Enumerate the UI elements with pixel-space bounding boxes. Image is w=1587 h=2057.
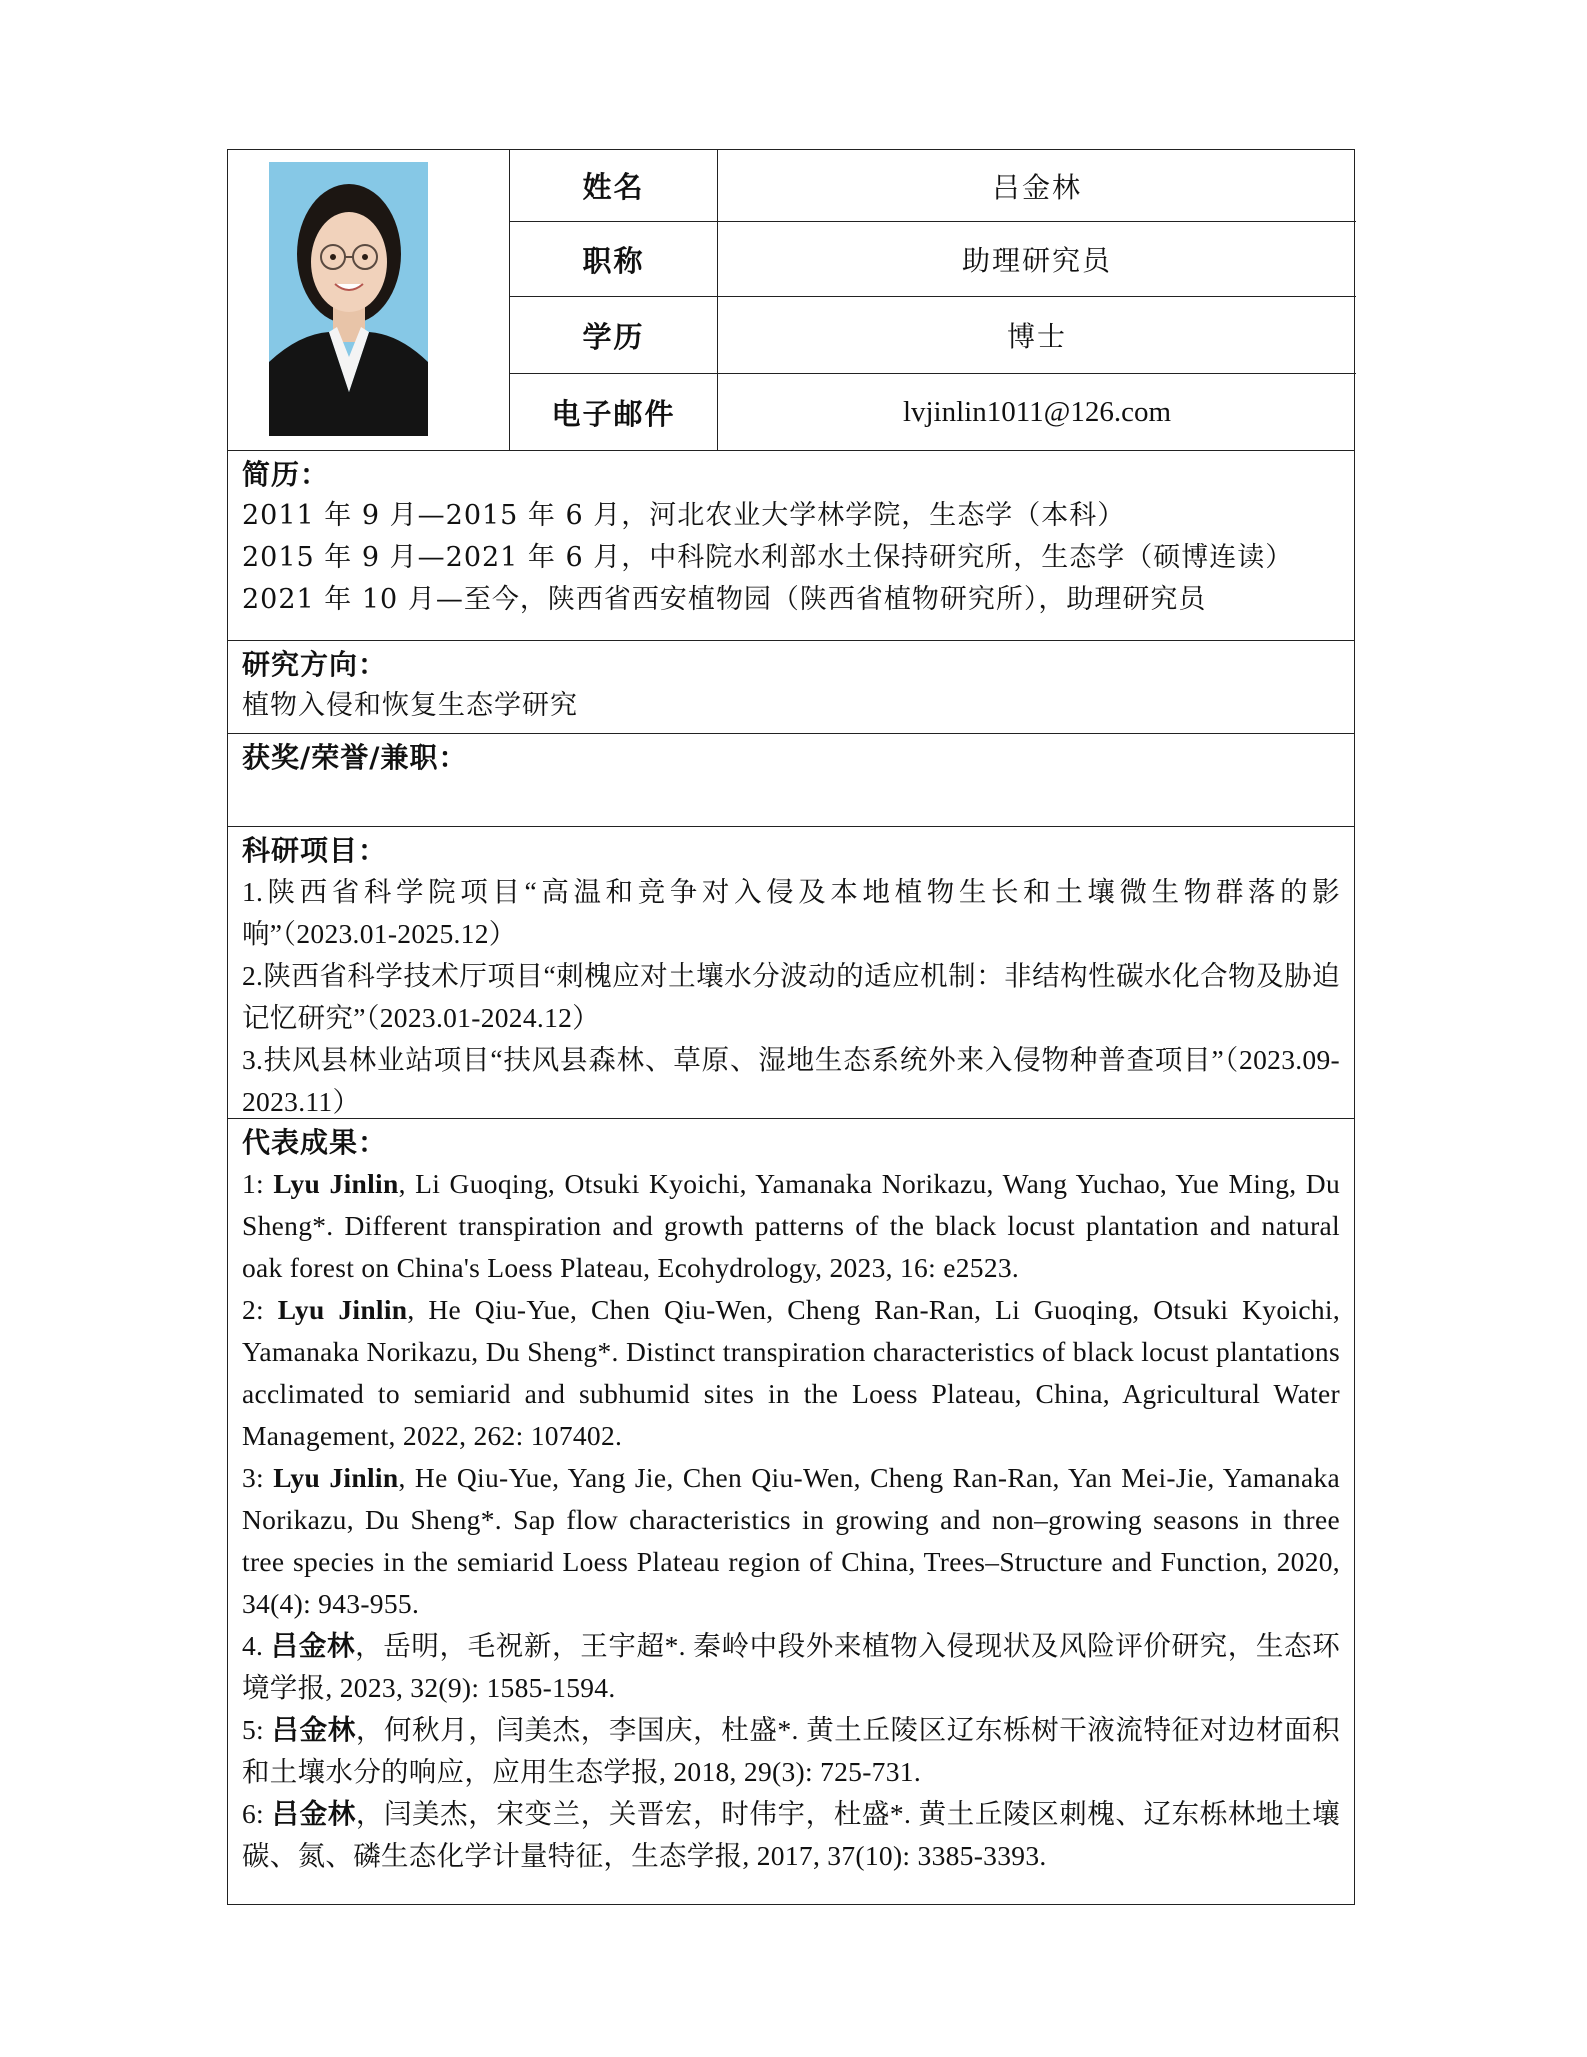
portrait-image (269, 162, 428, 436)
publication-number: 6: (242, 1798, 272, 1829)
publication-author: 吕金林 (271, 1798, 356, 1829)
publication-details: , Li Guoqing, Otsuki Kyoichi, Yamanaka Norikazu, Wang Yuchao, Yue Ming, Du Sheng*. Different transpiration and growth patterns of the black locust plantation and natural oak forest on China's Loess Plateau, Ecohydrology, 2023, 16: e2523. (242, 1168, 1340, 1283)
publication-details: ，岳明，毛祝新，王宇超*. 秦岭中段外来植物入侵现状及风险评价研究，生态环境学报, 2023, 32(9): 1585-1594. (242, 1630, 1340, 1703)
publication-number: 5: (242, 1714, 272, 1745)
title-row (510, 222, 1356, 297)
publication-author: Lyu Jinlin (273, 1168, 399, 1199)
publication-number: 1: (242, 1168, 274, 1199)
project-item: 2.陕西省科学技术厅项目“刺槐应对土壤水分波动的适应机制：非结构性碳水化合物及胁迫记忆研究”（2023.01-2024.12） (242, 960, 1340, 1033)
publication-item (242, 1457, 1340, 1625)
publication-author: Lyu Jinlin (277, 1294, 408, 1325)
profile-photo (269, 162, 428, 436)
email-value: lvjinlin1011@126.com (902, 395, 1172, 428)
research-section (228, 641, 1354, 734)
project-item: 3.扶风县林业站项目“扶风县森林、草原、湿地生态系统外来入侵物种普查项目”（2023.09-2023.11） (242, 1044, 1340, 1117)
publication-author: 吕金林 (271, 1714, 356, 1745)
publication-item (242, 1625, 1340, 1709)
research-title: 研究方向： (242, 648, 388, 681)
publication-item (242, 1163, 1340, 1289)
degree-value: 博士 (1006, 320, 1067, 353)
email-label: 电子邮件 (510, 374, 718, 450)
project-item: 1.陕西省科学院项目“高温和竞争对入侵及本地植物生长和土壤微生物群落的影响”（2023.01-2025.12） (242, 876, 1340, 949)
publication-details: , He Qiu-Yue, Yang Jie, Chen Qiu-Wen, Cheng Ran-Ran, Yan Mei-Jie, Yamanaka Norikazu, Du Sheng*. Sap flow characteristics in growing and non–growing seasons in three tree species in the semiarid Loess Plateau region of China, Trees–Structure and Function, 2020, 34(4): 943-955. (242, 1462, 1341, 1619)
title-label: 职称 (510, 222, 718, 296)
research-text: 植物入侵和恢复生态学研究 (242, 690, 578, 721)
publication-details: ，闫美杰，宋变兰，关晋宏，时伟宇，杜盛*. 黄土丘陵区刺槐、辽东栎林地土壤碳、氮、磷生态化学计量特征，生态学报, 2017, 37(10): 3385-3393. (242, 1798, 1340, 1871)
resume-item: 2015 年 9 月—2021 年 6 月，中科院水利部水土保持研究所，生态学（硕博连读） (242, 542, 1294, 573)
degree-row (510, 297, 1356, 374)
publication-number: 4. (242, 1630, 271, 1661)
resume-title: 简历： (242, 458, 330, 491)
email-row (510, 374, 1356, 450)
awards-section (228, 734, 1354, 827)
resume-section (228, 451, 1354, 641)
publication-item (242, 1709, 1340, 1793)
profile-card (227, 149, 1355, 1905)
publication-number: 3: (242, 1462, 274, 1493)
publication-details: ，何秋月，闫美杰，李国庆，杜盛*. 黄土丘陵区辽东栎树干液流特征对边材面积和土壤水分的响应，应用生态学报, 2018, 29(3): 725-731. (242, 1714, 1340, 1787)
publication-item (242, 1793, 1340, 1877)
awards-title: 获奖/荣誉/兼职： (242, 741, 468, 774)
resume-item: 2011 年 9 月—2015 年 6 月，河北农业大学林学院，生态学（本科） (242, 500, 1126, 531)
publication-number: 2: (242, 1294, 278, 1325)
publication-details: , He Qiu-Yue, Chen Qiu-Wen, Cheng Ran-Ran, Li Guoqing, Otsuki Kyoichi, Yamanaka Norikazu, Du Sheng*. Distinct transpiration characteristics of black locust plantations acclimated to semiarid and subhumid sites in the Loess Plateau, China, Agricultural Water Management, 2022, 262: 107402. (242, 1294, 1340, 1451)
resume-item: 2021 年 10 月—至今，陕西省西安植物园（陕西省植物研究所），助理研究员 (242, 584, 1207, 615)
publication-author: Lyu Jinlin (273, 1462, 399, 1493)
publications-section (228, 1119, 1354, 1906)
publications-title: 代表成果： (242, 1126, 388, 1159)
projects-section (228, 827, 1354, 1119)
degree-label: 学历 (510, 297, 718, 373)
projects-title: 科研项目： (242, 834, 388, 867)
name-row (510, 150, 1356, 222)
profile-header (228, 150, 1354, 451)
publication-author: 吕金林 (270, 1630, 356, 1661)
publication-item (242, 1289, 1340, 1457)
name-label: 姓名 (510, 150, 718, 221)
title-value: 助理研究员 (961, 244, 1112, 277)
name-value: 吕金林 (991, 170, 1082, 204)
photo-cell (228, 150, 510, 450)
